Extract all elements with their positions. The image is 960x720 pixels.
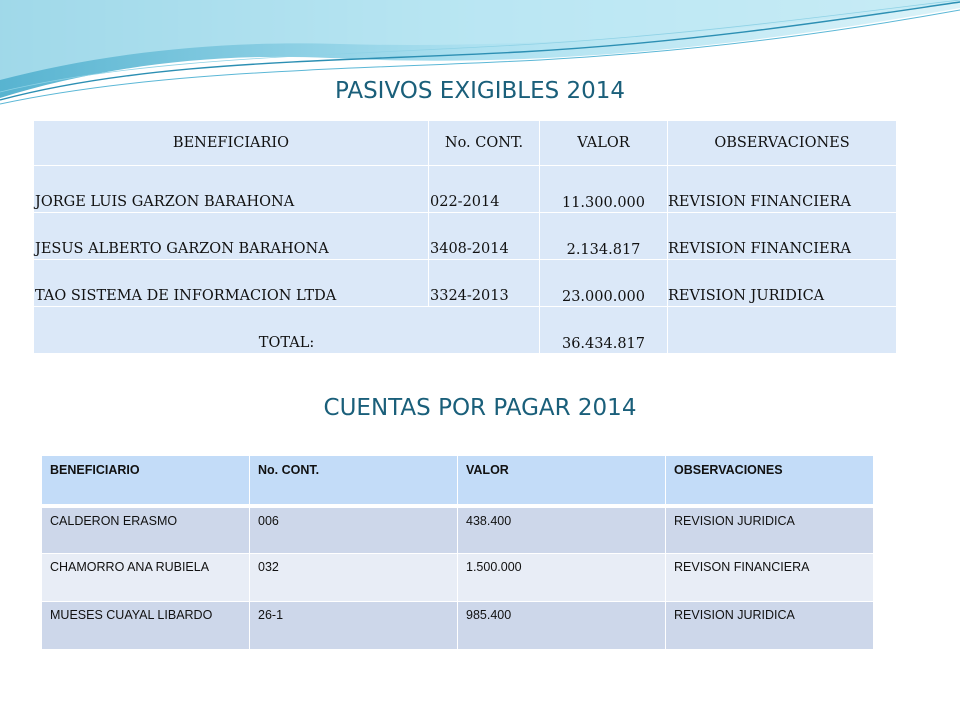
cell-observaciones: REVISON FINANCIERA bbox=[666, 554, 874, 602]
pasivos-table bbox=[33, 120, 897, 354]
cell-observaciones: REVISION JURIDICA bbox=[666, 602, 874, 650]
cell-no-cont: 006 bbox=[250, 506, 458, 554]
cell-no-cont: 3324-2013 bbox=[429, 260, 540, 307]
cell-beneficiario: JORGE LUIS GARZON BARAHONA bbox=[34, 166, 429, 213]
cell-valor: 985.400 bbox=[458, 602, 666, 650]
cell-valor: 2.134.817 bbox=[540, 213, 668, 260]
cell-beneficiario: MUESES CUAYAL LIBARDO bbox=[42, 602, 250, 650]
header-no-cont: No. CONT. bbox=[429, 121, 540, 166]
table-row bbox=[34, 260, 897, 307]
cell-observaciones: REVISION JURIDICA bbox=[666, 506, 874, 554]
cell-no-cont: 022-2014 bbox=[429, 166, 540, 213]
cell-no-cont: 26-1 bbox=[250, 602, 458, 650]
cuentas-table bbox=[41, 455, 874, 650]
header-observaciones: OBSERVACIONES bbox=[666, 456, 874, 507]
table-row bbox=[34, 166, 897, 213]
table-row bbox=[42, 554, 874, 602]
pasivos-title: PASIVOS EXIGIBLES 2014 bbox=[334, 78, 626, 104]
table-header-row bbox=[42, 456, 874, 507]
table-header-row bbox=[34, 121, 897, 166]
total-label: TOTAL: bbox=[34, 307, 540, 354]
cuentas-title: CUENTAS POR PAGAR 2014 bbox=[323, 395, 637, 421]
total-row bbox=[34, 307, 897, 354]
cell-beneficiario: CALDERON ERASMO bbox=[42, 506, 250, 554]
total-empty-cell bbox=[668, 307, 897, 354]
table-row bbox=[42, 602, 874, 650]
table-row bbox=[42, 506, 874, 554]
table-row bbox=[34, 213, 897, 260]
total-value: 36.434.817 bbox=[540, 307, 668, 354]
cell-valor: 23.000.000 bbox=[540, 260, 668, 307]
cell-valor: 1.500.000 bbox=[458, 554, 666, 602]
header-observaciones: OBSERVACIONES bbox=[668, 121, 897, 166]
cell-beneficiario: TAO SISTEMA DE INFORMACION LTDA bbox=[34, 260, 429, 307]
header-beneficiario: BENEFICIARIO bbox=[34, 121, 429, 166]
cell-beneficiario: CHAMORRO ANA RUBIELA bbox=[42, 554, 250, 602]
header-valor: VALOR bbox=[540, 121, 668, 166]
cell-observaciones: REVISION JURIDICA bbox=[668, 260, 897, 307]
header-beneficiario: BENEFICIARIO bbox=[42, 456, 250, 507]
cell-observaciones: REVISION FINANCIERA bbox=[668, 213, 897, 260]
cell-no-cont: 032 bbox=[250, 554, 458, 602]
cell-valor: 438.400 bbox=[458, 506, 666, 554]
cell-valor: 11.300.000 bbox=[540, 166, 668, 213]
cell-no-cont: 3408-2014 bbox=[429, 213, 540, 260]
header-valor: VALOR bbox=[458, 456, 666, 507]
cell-beneficiario: JESUS ALBERTO GARZON BARAHONA bbox=[34, 213, 429, 260]
header-no-cont: No. CONT. bbox=[250, 456, 458, 507]
cell-observaciones: REVISION FINANCIERA bbox=[668, 166, 897, 213]
